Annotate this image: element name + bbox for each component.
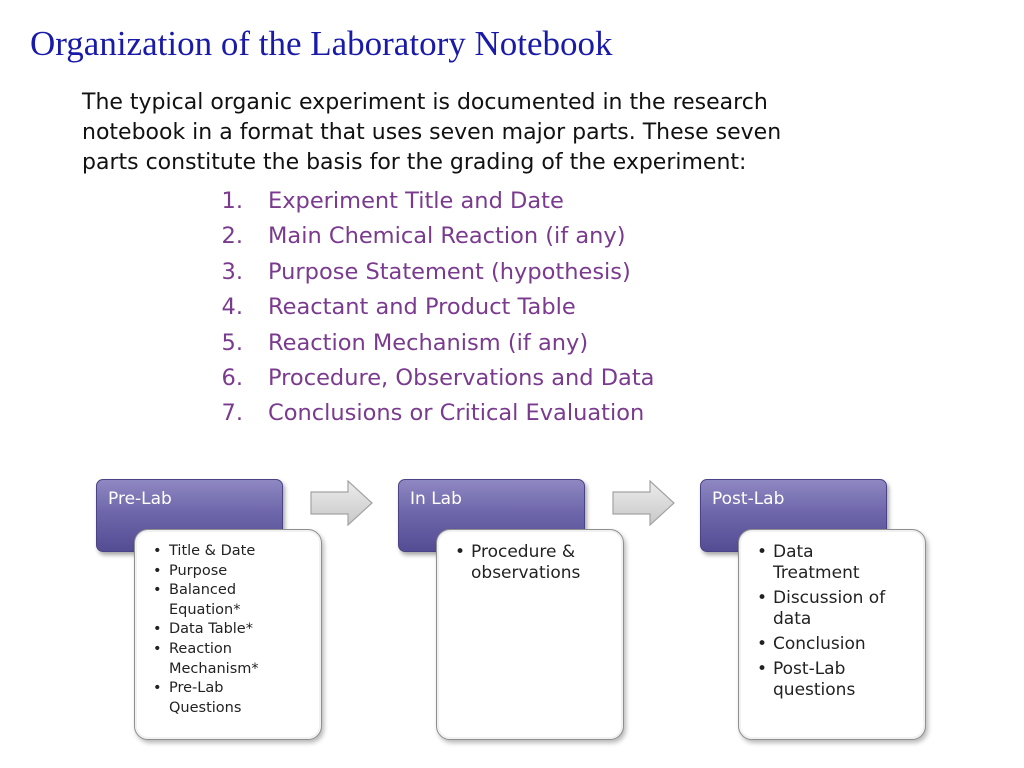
- list-item: • Data Treatment: [753, 542, 915, 584]
- list-item: • Title & Date: [149, 542, 311, 562]
- right-arrow-icon: [310, 480, 374, 526]
- list-item: • Data Table*: [149, 620, 311, 640]
- part-item: [205, 326, 654, 361]
- part-label: Reactant and Product Table: [268, 294, 576, 321]
- list-item: • Reaction Mechanism*: [149, 640, 311, 679]
- list-item: • Pre-Lab Questions: [149, 679, 311, 718]
- pre-lab-header: Pre-Lab: [96, 479, 283, 552]
- part-number: 7.: [221, 400, 243, 427]
- right-arrow-icon: [612, 480, 676, 526]
- part-label: Reaction Mechanism (if any): [268, 329, 589, 356]
- part-label: Experiment Title and Date: [268, 188, 564, 214]
- part-label: Conclusions or Critical Evaluation: [268, 400, 645, 427]
- slide-title: Organization of the Laboratory Notebook: [30, 24, 613, 63]
- part-number: 4.: [221, 294, 243, 321]
- seven-parts-list: [205, 184, 654, 432]
- part-item: [205, 255, 654, 290]
- intro-line: notebook in a format that uses seven major parts. These seven: [82, 120, 782, 145]
- part-number: 3.: [221, 258, 243, 285]
- part-label: Purpose Statement (hypothesis): [268, 258, 631, 285]
- list-item: • Procedure & observations: [451, 542, 613, 584]
- part-label: Procedure, Observations and Data: [268, 364, 655, 391]
- post-lab-box: [738, 529, 926, 740]
- pre-lab-items: [149, 542, 311, 718]
- post-lab-header: Post-Lab: [700, 479, 887, 552]
- list-item: • Balanced Equation*: [149, 581, 311, 620]
- part-label: Main Chemical Reaction (if any): [268, 223, 626, 250]
- part-number: 2.: [221, 223, 243, 250]
- in-lab-box: [436, 529, 624, 740]
- list-item: • Purpose: [149, 562, 311, 582]
- intro-line: The typical organic experiment is documented in the research: [82, 90, 768, 115]
- list-item: • Conclusion: [753, 634, 915, 655]
- part-item: [205, 396, 654, 431]
- list-item: • Discussion of data: [753, 588, 915, 630]
- part-item: [205, 290, 654, 325]
- list-item: • Post-Lab questions: [753, 659, 915, 701]
- part-number: 1.: [221, 188, 243, 214]
- post-lab-items: [753, 542, 915, 701]
- pre-lab-box: [134, 529, 322, 740]
- in-lab-items: [451, 542, 613, 584]
- part-item: [205, 219, 654, 254]
- part-number: 6.: [221, 364, 243, 391]
- intro-paragraph: [82, 88, 912, 178]
- part-item: [205, 184, 654, 219]
- part-number: 5.: [221, 329, 243, 356]
- in-lab-header: In Lab: [398, 479, 585, 552]
- intro-line: parts constitute the basis for the grading of the experiment:: [82, 150, 747, 175]
- part-item: [205, 361, 654, 396]
